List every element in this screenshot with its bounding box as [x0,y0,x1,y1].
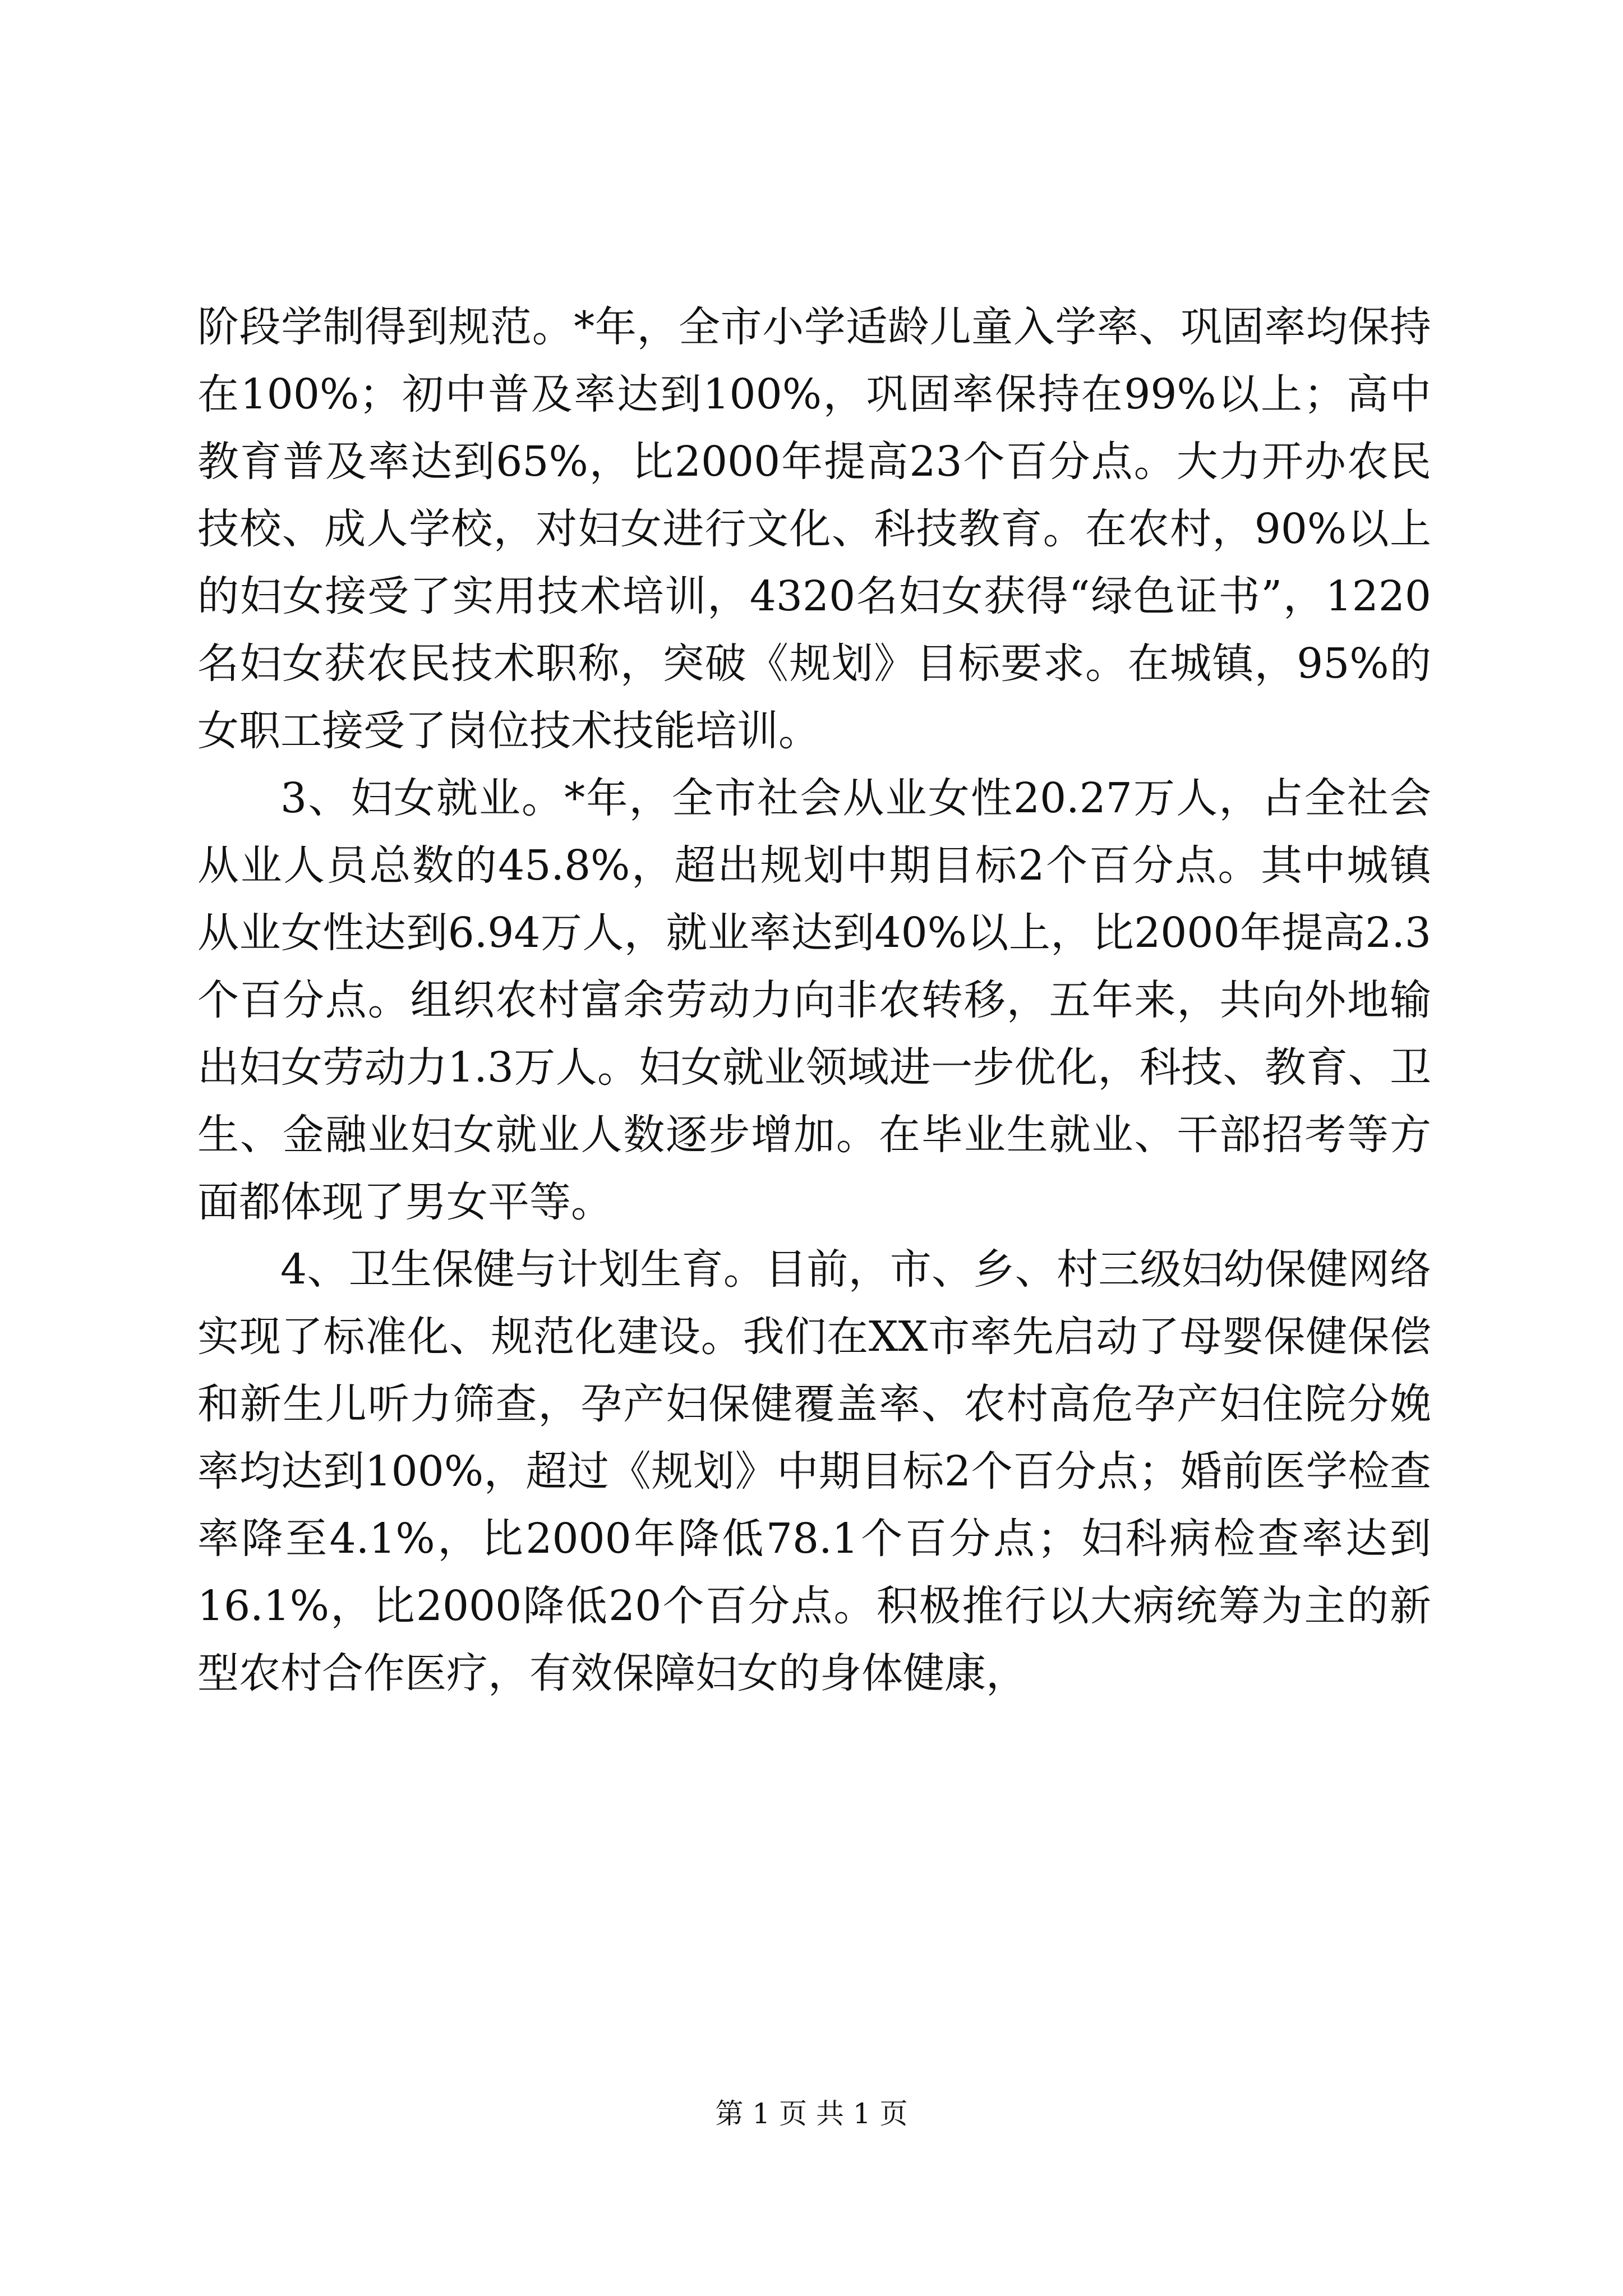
page-footer: 第 1 页 共 1 页 [715,2097,908,2130]
document-body [197,293,1431,1707]
paragraph-health-family-planning: 4、卫生保健与计划生育。目前，市、乡、村三级妇幼保健网络实现了标准化、规范化建设。我们在XX市率先启动了母婴保健保偿和新生儿听力筛查，孕产妇保健覆盖率、农村高危孕产妇住院分娩率均达到100%，超过《规划》中期目标2个百分点；婚前医学检查率降至4.1%，比2000年降低78.1个百分点；妇科病检查率达到16.1%，比2000降低20个百分点。积极推行以大病统筹为主的新型农村合作医疗，有效保障妇女的身体健康， [197,1245,1431,1697]
paragraph-education-continued: 阶段学制得到规范。*年，全市小学适龄儿童入学率、巩固率均保持在100%；初中普及率达到100%，巩固率保持在99%以上；高中教育普及率达到65%，比2000年提高23个百分点。大力开办农民技校、成人学校，对妇女进行文化、科技教育。在农村，90%以上的妇女接受了实用技术培训，4320名妇女获得“绿色证书”，1220名妇女获农民技术职称，突破《规划》目标要求。在城镇，95%的女职工接受了岗位技术技能培训。 [197,303,1431,755]
paragraph-women-employment: 3、妇女就业。*年，全市社会从业女性20.27万人，占全社会从业人员总数的45.8%，超出规划中期目标2个百分点。其中城镇从业女性达到6.94万人，就业率达到40%以上，比2000年提高2.3个百分点。组织农村富余劳动力向非农转移，五年来，共向外地输出妇女劳动力1.3万人。妇女就业领域进一步优化，科技、教育、卫生、金融业妇女就业人数逐步增加。在毕业生就业、干部招考等方面都体现了男女平等。 [197,774,1431,1226]
